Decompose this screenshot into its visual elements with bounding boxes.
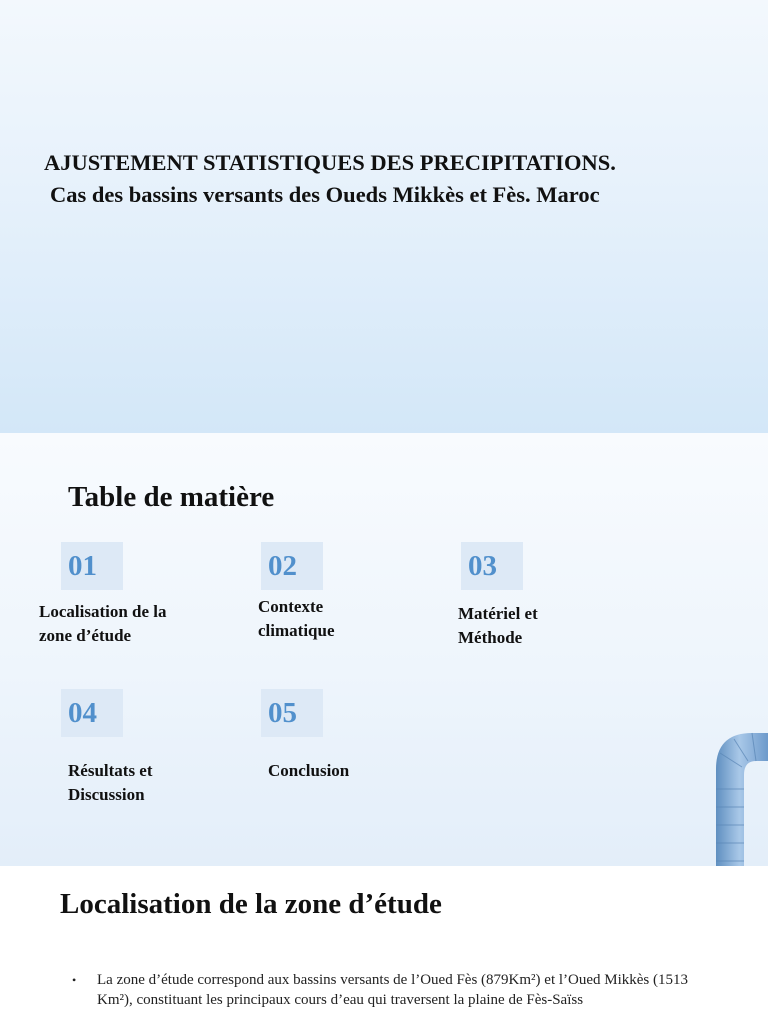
toc-item-label-line: climatique [258,621,335,640]
toc-item-label-line: Méthode [458,628,523,647]
toc-item-label-05 [268,759,349,783]
toc-item-label-02 [258,595,335,643]
toc-item-label-line: Conclusion [268,761,350,780]
bullet-text: La zone d’étude correspond aux bassins versants de l’Oued Fès (879Km²) et l’Oued Mikkès (1513 Km²), constituant les principaux cours d’eau qui traversent la plaine de Fès-Saïss [97,972,689,1008]
bullet-list [72,970,692,1010]
toc-number-01: 01 [61,542,123,590]
toc-item-label-line: Résultats et [68,761,153,780]
toc-item-label-line: Localisation de la [39,602,167,621]
toc-item-label-03 [458,602,538,650]
toc-item-label-line: Contexte [258,597,324,616]
toc-item-label-line: Matériel et [458,604,538,623]
localisation-slide [0,866,768,1024]
toc-item-label-line: Discussion [68,785,145,804]
toc-number-02: 02 [261,542,323,590]
localisation-heading: Localisation de la zone d’étude [60,888,442,920]
toc-number-03: 03 [461,542,523,590]
table-of-contents-slide [0,433,768,866]
title-slide [0,0,768,433]
toc-item-label-04 [68,759,153,807]
toc-number-05: 05 [261,689,323,737]
toc-item-label-01 [39,600,167,648]
presentation-title-line-2: Cas des bassins versants des Oueds Mikkès et Fès. Maroc [50,182,600,207]
toc-item-label-line: zone d’étude [39,626,132,645]
pipe-decoration-icon [712,729,768,866]
toc-heading: Table de matière [68,481,275,513]
toc-number-04: 04 [61,689,123,737]
bullet-icon: • [72,973,77,987]
presentation-title-line-1: AJUSTEMENT STATISTIQUES DES PRECIPITATIONS. [44,150,616,175]
list-item [72,970,692,1010]
